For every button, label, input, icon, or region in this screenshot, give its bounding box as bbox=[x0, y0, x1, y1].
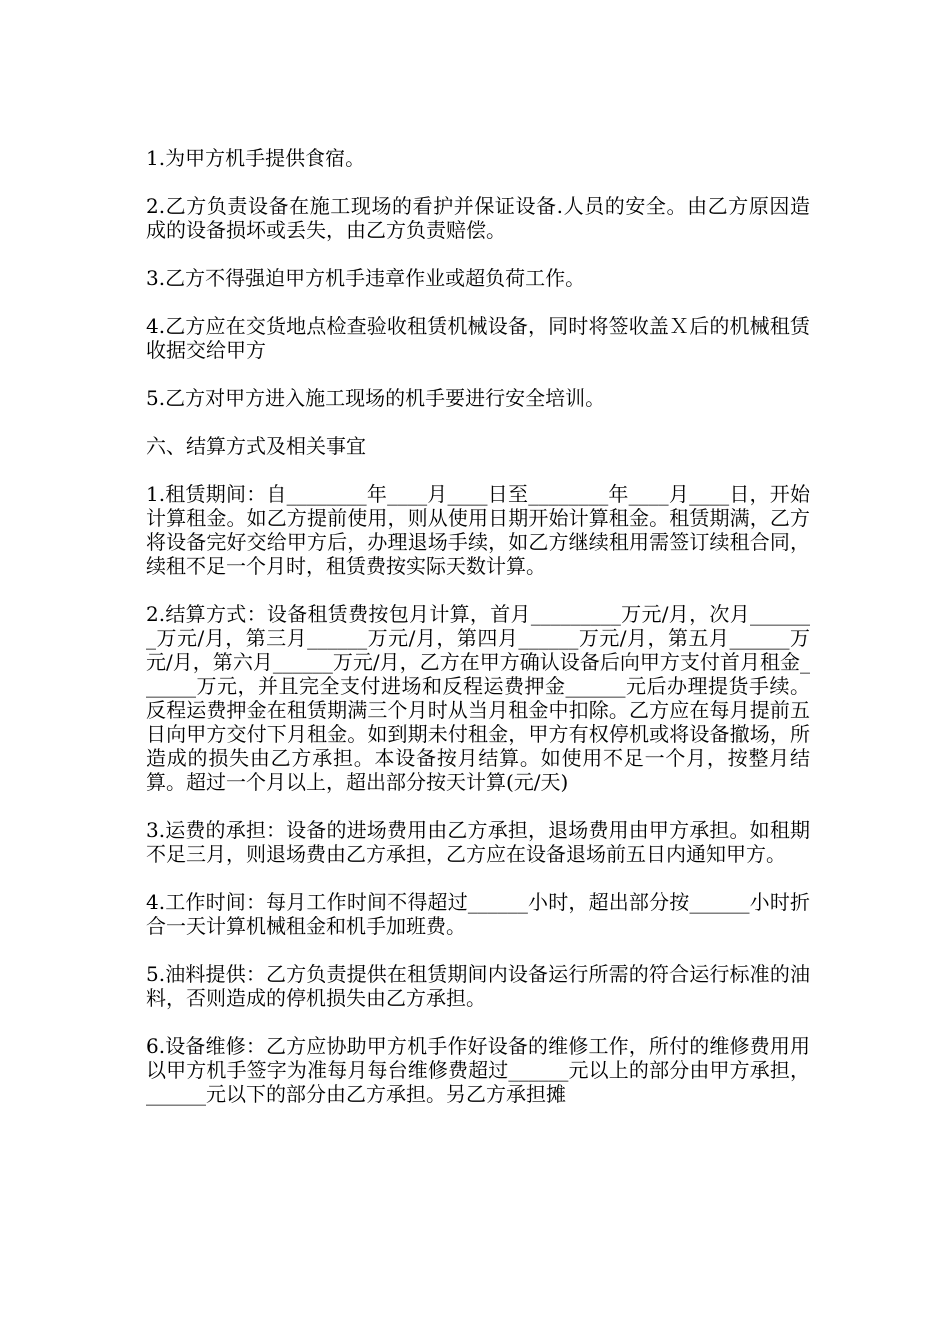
settlement-4-working-hours: 4.工作时间：每月工作时间不得超过______小时，超出部分按______小时折合一天计算机械租金和机手加班费。 bbox=[146, 890, 810, 938]
clause-2-equipment-safety: 2.乙方负责设备在施工现场的看护并保证设备.人员的安全。由乙方原因造成的设备损坏或丢失，由乙方负责赔偿。 bbox=[146, 194, 810, 242]
document-body bbox=[146, 146, 810, 1130]
clause-4-inspection: 4.乙方应在交货地点检查验收租赁机械设备，同时将签收盖Ｘ后的机械租赁收据交给甲方 bbox=[146, 314, 810, 362]
settlement-6-maintenance: 6.设备维修：乙方应协助甲方机手作好设备的维修工作，所付的维修费用用以甲方机手签字为准每月每台维修费超过______元以上的部分由甲方承担，______元以下的部分由乙方承担。另乙方承担摊 bbox=[146, 1034, 810, 1106]
clause-1-meals: 1.为甲方机手提供食宿。 bbox=[146, 146, 366, 170]
settlement-5-fuel: 5.油料提供：乙方负责提供在租赁期间内设备运行所需的符合运行标准的油料，否则造成的停机损失由乙方承担。 bbox=[146, 962, 810, 1010]
clause-3-no-forced-operation: 3.乙方不得强迫甲方机手违章作业或超负荷工作。 bbox=[146, 266, 586, 290]
settlement-1-lease-period: 1.租赁期间：自________年____月____日至________年____月____日，开始计算租金。如乙方提前使用，则从使用日期开始计算租金。租赁期满，乙方将设备完好交给甲方后，办理退场手续，如乙方继续租用需签订续租合同，续租不足一个月时，租赁费按实际天数计算。 bbox=[146, 482, 810, 578]
settlement-2-payment-method: 2.结算方式：设备租赁费按包月计算，首月_________万元/月，次月_______万元/月，第三月______万元/月，第四月______万元/月，第五月______万元/月，第六月______万元/月，乙方在甲方确认设备后向甲方支付首月租金______万元，并且完全支付进场和反程运费押金______元后办理提货手续。反程运费押金在租赁期满三个月时从当月租金中扣除。乙方应在每月提前五日向甲方交付下月租金。如到期未付租金，甲方有权停机或将设备撤场，所造成的损失由乙方承担。本设备按月结算。如使用不足一个月，按整月结算。超过一个月以上，超出部分按天计算(元/天) bbox=[146, 602, 810, 794]
settlement-3-freight: 3.运费的承担：设备的进场费用由乙方承担，退场费用由甲方承担。如租期不足三月，则退场费由乙方承担，乙方应在设备退场前五日内通知甲方。 bbox=[146, 818, 810, 866]
section-heading-settlement: 六、结算方式及相关事宜 bbox=[146, 434, 366, 458]
clause-5-training: 5.乙方对甲方进入施工现场的机手要进行安全培训。 bbox=[146, 386, 606, 410]
